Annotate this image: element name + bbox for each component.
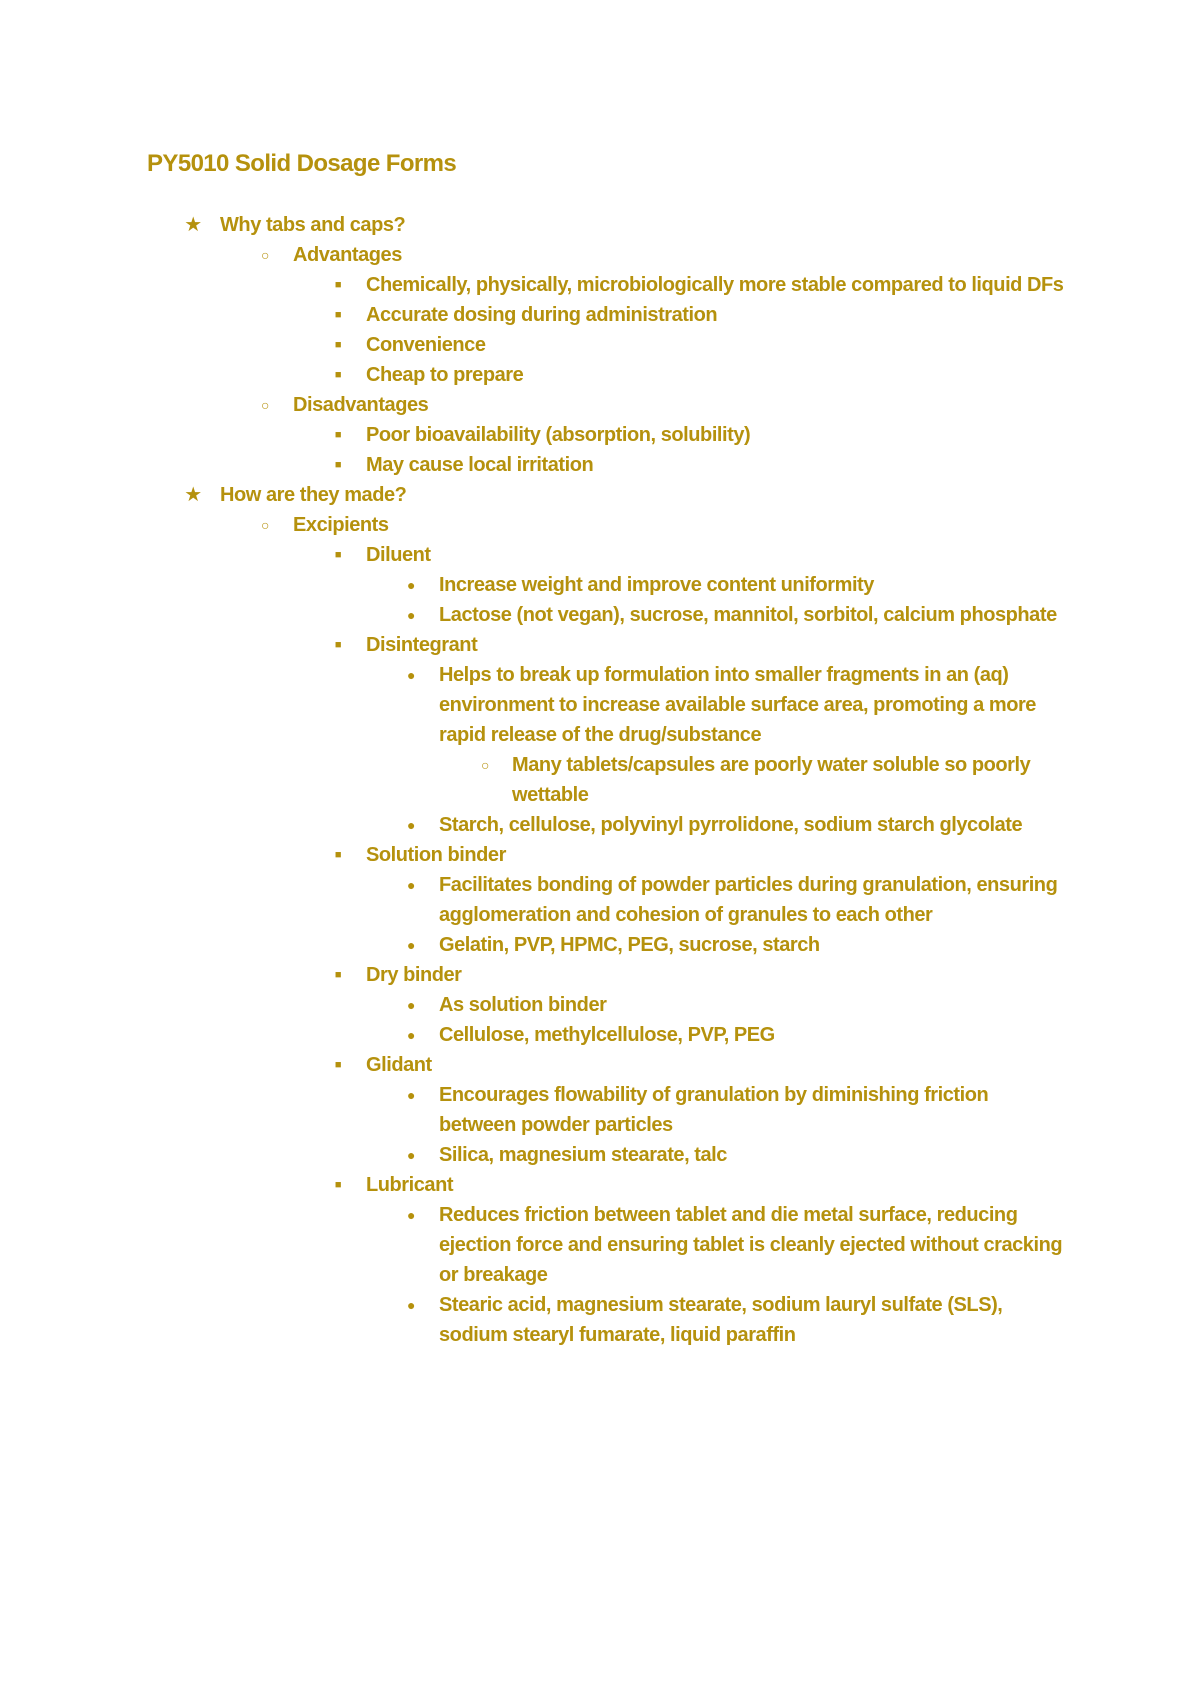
bullet-level-4-icon: ● — [406, 877, 415, 893]
bullet-level-3-icon: ■ — [334, 1059, 342, 1071]
outline-item-level-4 — [0, 600, 1200, 630]
outline-item-text: Excipients — [293, 514, 389, 536]
outline-item-level-1 — [0, 210, 1200, 240]
bullet-level-4-icon: ● — [406, 667, 415, 683]
bullet-level-3-icon: ■ — [334, 849, 342, 861]
bullet-level-2-icon: ○ — [260, 247, 269, 263]
bullet-level-3-icon: ■ — [334, 309, 342, 321]
outline-item-text: Lubricant — [366, 1174, 454, 1196]
bullet-level-3-icon: ■ — [334, 369, 342, 381]
outline-item-text: Cheap to prepare — [366, 364, 524, 386]
outline-item-level-3 — [0, 1050, 1200, 1080]
outline-item-text: Gelatin, PVP, HPMC, PEG, sucrose, starch — [439, 934, 820, 956]
outline-item-text: May cause local irritation — [366, 454, 594, 476]
outline-item-level-2 — [0, 390, 1200, 420]
outline-item-level-3 — [0, 960, 1200, 990]
outline-item-text: Convenience — [366, 334, 486, 356]
outline-item-text: How are they made? — [220, 484, 407, 506]
outline-item-text: Poor bioavailability (absorption, solubility) — [366, 424, 751, 446]
outline-item-text: Glidant — [366, 1054, 432, 1076]
outline-item-text: Helps to break up formulation into smaller fragments in an (aq) environment to increase available surface area, promoting a more rapid release of the drug/substance — [439, 664, 1036, 746]
bullet-level-2-icon: ○ — [260, 517, 269, 533]
outline-item-level-4 — [0, 570, 1200, 600]
outline-item-level-4 — [0, 1020, 1200, 1050]
outline-item-text: Starch, cellulose, polyvinyl pyrrolidone, sodium starch glycolate — [439, 814, 1023, 836]
outline-list — [0, 210, 1200, 1350]
bullet-level-4-icon: ● — [406, 607, 415, 623]
outline-item-level-4 — [0, 870, 1200, 930]
outline-item-level-4 — [0, 1080, 1200, 1140]
outline-item-text: Accurate dosing during administration — [366, 304, 718, 326]
outline-item-text: Why tabs and caps? — [220, 214, 406, 236]
outline-item-text: Advantages — [293, 244, 402, 266]
outline-item-text: Many tablets/capsules are poorly water soluble so poorly wettable — [512, 754, 1031, 806]
outline-item-level-3 — [0, 840, 1200, 870]
outline-item-level-3 — [0, 630, 1200, 660]
outline-item-level-3 — [0, 1170, 1200, 1200]
bullet-level-3-icon: ■ — [334, 639, 342, 651]
outline-item-text: Reduces friction between tablet and die metal surface, reducing ejection force and ensuring tablet is cleanly ejected without cracking or breakage — [439, 1204, 1063, 1286]
outline-item-level-3 — [0, 300, 1200, 330]
bullet-level-1-icon: ★ — [184, 484, 202, 506]
page-title: PY5010 Solid Dosage Forms — [147, 150, 457, 177]
outline-item-level-3 — [0, 450, 1200, 480]
outline-item-level-3 — [0, 330, 1200, 360]
outline-item-text: As solution binder — [439, 994, 607, 1016]
outline-item-text: Facilitates bonding of powder particles during granulation, ensuring agglomeration and cohesion of granules to each other — [439, 874, 1058, 926]
outline-item-level-3 — [0, 270, 1200, 300]
outline-item-text: Solution binder — [366, 844, 506, 866]
outline-item-level-2 — [0, 510, 1200, 540]
bullet-level-3-icon: ■ — [334, 459, 342, 471]
bullet-level-4-icon: ● — [406, 937, 415, 953]
outline-item-level-3 — [0, 420, 1200, 450]
outline-item-level-4 — [0, 660, 1200, 750]
outline-item-level-4 — [0, 1200, 1200, 1290]
outline-item-text: Cellulose, methylcellulose, PVP, PEG — [439, 1024, 775, 1046]
bullet-level-3-icon: ■ — [334, 429, 342, 441]
bullet-level-3-icon: ■ — [334, 969, 342, 981]
outline-item-text: Chemically, physically, microbiologically more stable compared to liquid DFs — [366, 274, 1064, 296]
bullet-level-5-icon: ○ — [480, 757, 489, 773]
bullet-level-3-icon: ■ — [334, 279, 342, 291]
outline-item-level-4 — [0, 990, 1200, 1020]
bullet-level-4-icon: ● — [406, 817, 415, 833]
bullet-level-3-icon: ■ — [334, 549, 342, 561]
outline-item-level-1 — [0, 480, 1200, 510]
outline-item-level-4 — [0, 1290, 1200, 1350]
outline-item-level-4 — [0, 1140, 1200, 1170]
bullet-level-4-icon: ● — [406, 1297, 415, 1313]
outline-item-text: Encourages flowability of granulation by diminishing friction between powder particles — [439, 1084, 989, 1136]
bullet-level-2-icon: ○ — [260, 397, 269, 413]
outline-item-text: Dry binder — [366, 964, 462, 986]
outline-item-text: Increase weight and improve content uniformity — [439, 574, 874, 596]
outline-item-level-5 — [0, 750, 1200, 810]
bullet-level-1-icon: ★ — [184, 214, 202, 236]
bullet-level-4-icon: ● — [406, 997, 415, 1013]
bullet-level-4-icon: ● — [406, 1207, 415, 1223]
outline-item-level-4 — [0, 930, 1200, 960]
outline-item-text: Disadvantages — [293, 394, 429, 416]
bullet-level-4-icon: ● — [406, 1087, 415, 1103]
bullet-level-3-icon: ■ — [334, 339, 342, 351]
outline-item-text: Lactose (not vegan), sucrose, mannitol, sorbitol, calcium phosphate — [439, 604, 1057, 626]
outline-item-level-3 — [0, 360, 1200, 390]
outline-item-level-2 — [0, 240, 1200, 270]
outline-item-level-4 — [0, 810, 1200, 840]
outline-item-text: Silica, magnesium stearate, talc — [439, 1144, 727, 1166]
bullet-level-4-icon: ● — [406, 1027, 415, 1043]
bullet-level-4-icon: ● — [406, 577, 415, 593]
bullet-level-4-icon: ● — [406, 1147, 415, 1163]
bullet-level-3-icon: ■ — [334, 1179, 342, 1191]
outline-item-level-3 — [0, 540, 1200, 570]
outline-item-text: Diluent — [366, 544, 431, 566]
outline-item-text: Stearic acid, magnesium stearate, sodium lauryl sulfate (SLS), sodium stearyl fumarate, liquid paraffin — [439, 1294, 1003, 1346]
outline-item-text: Disintegrant — [366, 634, 478, 656]
